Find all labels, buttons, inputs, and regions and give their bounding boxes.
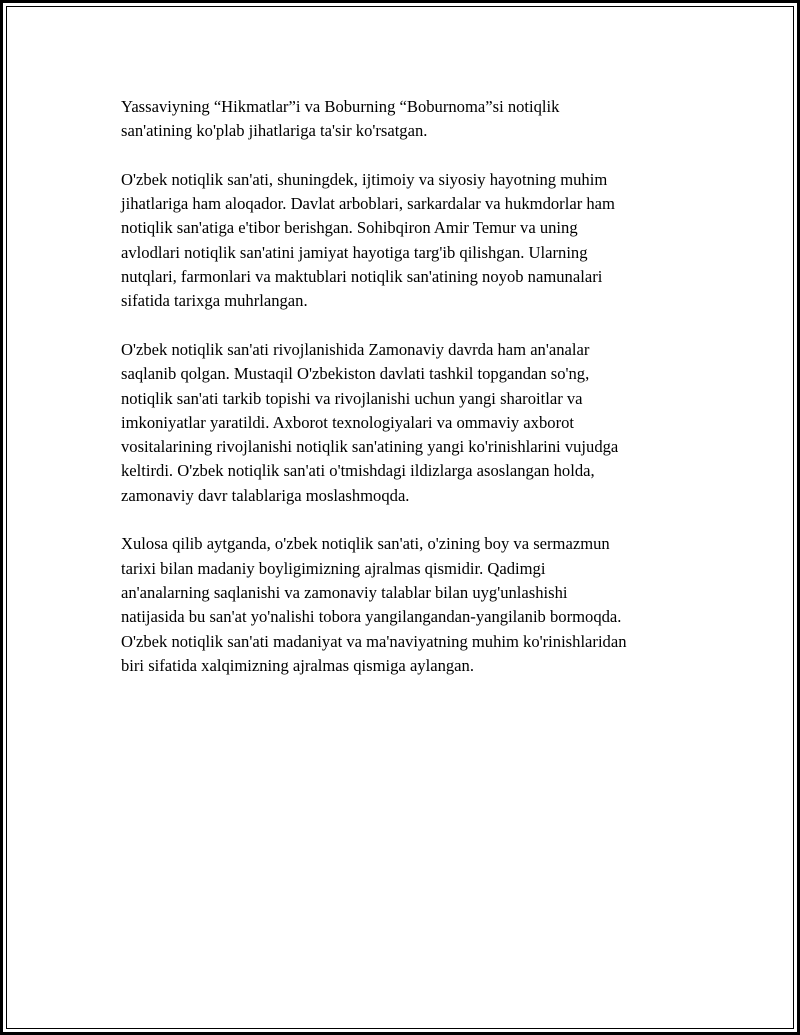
text-line: notiqlik san'atiga e'tibor berishgan. Sohibqiron Amir Temur va uning xyxy=(121,218,578,238)
text-line: biri sifatida xalqimizning ajralmas qismiga aylangan. xyxy=(121,655,474,675)
document-body xyxy=(121,95,696,702)
text-line: nutqlari, farmonlari va maktublari notiqlik san'atining noyob namunalari xyxy=(121,267,603,287)
text-line: natijasida bu san'at yo'nalishi tobora yangilangandan-yangilanib bormoqda. xyxy=(121,607,622,627)
text-line: avlodlari notiqlik san'atini jamiyat hayotiga targ'ib qilishgan. Ularning xyxy=(121,242,588,262)
text-line: imkoniyatlar yaratildi. Axborot texnologiyalari va ommaviy axborot xyxy=(121,412,574,432)
paragraph-1 xyxy=(121,95,696,144)
text-line: O'zbek notiqlik san'ati rivojlanishida Zamonaviy davrda ham an'analar xyxy=(121,339,590,359)
text-line: notiqlik san'ati tarkib topishi va rivojlanishi uchun yangi sharoitlar va xyxy=(121,388,583,408)
text-line: zamonaviy davr talablariga moslashmoqda. xyxy=(121,485,410,505)
text-line: jihatlariga ham aloqador. Davlat arboblari, sarkardalar va hukmdorlar ham xyxy=(121,194,615,214)
text-line: saqlanib qolgan. Mustaqil O'zbekiston davlati tashkil topgandan so'ng, xyxy=(121,364,590,384)
text-line: Yassaviyning “Hikmatlar”i va Boburning “Boburnoma”si notiqlik xyxy=(121,97,560,116)
text-line: O'zbek notiqlik san'ati, shuningdek, ijtimoiy va siyosiy hayotning muhim xyxy=(121,169,608,189)
text-line: Xulosa qilib aytganda, o'zbek notiqlik san'ati, o'zining boy va sermazmun xyxy=(121,534,610,554)
paragraph-4 xyxy=(121,532,696,678)
text-line: sifatida tarixga muhrlangan. xyxy=(121,291,308,311)
text-line: keltirdi. O'zbek notiqlik san'ati o'tmishdagi ildizlarga asoslangan holda, xyxy=(121,461,595,481)
text-line: an'analarning saqlanishi va zamonaviy talablar bilan uyg'unlashishi xyxy=(121,582,568,602)
text-line: vositalarining rivojlanishi notiqlik san'atining yangi ko'rinishlarini vujudga xyxy=(121,437,619,457)
text-line: tarixi bilan madaniy boyligimizning ajralmas qismidir. Qadimgi xyxy=(121,558,546,578)
paragraph-2 xyxy=(121,168,696,314)
text-line: san'atining ko'plab jihatlariga ta'sir ko'rsatgan. xyxy=(121,121,428,141)
paragraph-3 xyxy=(121,338,696,508)
text-line: O'zbek notiqlik san'ati madaniyat va ma'naviyatning muhim ko'rinishlaridan xyxy=(121,631,627,651)
